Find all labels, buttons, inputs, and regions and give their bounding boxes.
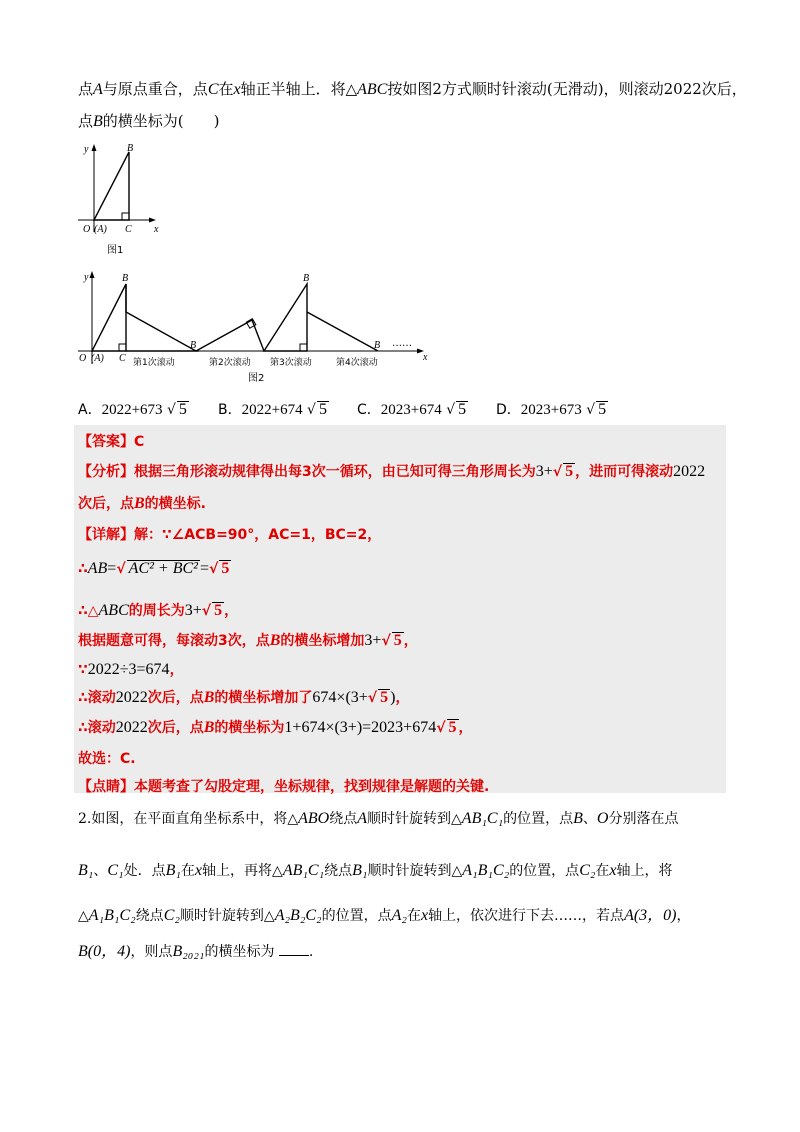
fig2-b-label-1: B xyxy=(122,273,129,284)
fig2-roll-1: 第1次滚动 xyxy=(133,358,175,368)
option-d[interactable]: D．2023+673 √ 5 xyxy=(496,401,607,418)
analysis-line-2: 次后，点B的横坐标. xyxy=(78,495,206,512)
fig1-c-label: C xyxy=(125,224,132,235)
fig2-b-label-2: B xyxy=(190,340,197,351)
fig2-c-label: C xyxy=(119,353,126,364)
step-3: 根据题意可得，每滚动3次，点B的横坐标增加3+√ 5 ， xyxy=(78,632,418,649)
fig2-b-label-4: B xyxy=(374,340,381,351)
fig1-o-label: O xyxy=(83,224,91,235)
fig1-b-label: B xyxy=(127,143,134,154)
figure-2 xyxy=(74,268,434,388)
problem2-line-4: B(0，4)，则点B₂₀₂₁的横坐标为 . xyxy=(78,943,314,960)
step-5: ∴滚动2022次后，点B的横坐标增加了674×(3+√ 5 )， xyxy=(78,689,410,706)
choose-line: 故选：C. xyxy=(78,751,136,767)
problem2-line-3: △A₁B₁C₂绕点C₂顺时针旋转到△A₂B₂C₂的位置，点A₂在x轴上，依次进行下去……，若点A(3，0)， xyxy=(78,907,691,924)
detail-line: 【详解】解：∵∠ACB=90°，AC=1，BC=2， xyxy=(78,527,382,543)
comment-line: 【点睛】本题考查了勾股定理，坐标规律，找到规律是解题的关键. xyxy=(78,779,490,795)
fig2-b-label-3: B xyxy=(303,273,310,284)
figure-1 xyxy=(74,140,164,260)
fig2-roll-4: 第4次滚动 xyxy=(336,358,378,368)
step-2: ∴△ABC的周长为3+√ 5 ， xyxy=(78,602,239,619)
option-c[interactable]: C．2023+674 √ 5 xyxy=(357,401,467,418)
fig2-ellipsis: …… xyxy=(392,338,412,349)
fig2-y-label: y xyxy=(84,272,89,283)
fig2-o-label: O xyxy=(79,353,87,364)
fig1-caption: 图1 xyxy=(107,245,124,256)
fig1-y-label: y xyxy=(84,144,89,155)
step-1: ∴AB=√ AC² + BC² =√ 5 xyxy=(78,560,230,577)
fig2-a-label: (A) xyxy=(91,353,104,364)
problem2-line-2: B₁、C₁处．点B₁在x轴上，再将△AB₁C₁绕点B₁顺时针旋转到△A₁B₁C₂的位置，点C₂在x轴上，将 xyxy=(78,862,673,879)
fig1-a-label: (A) xyxy=(94,224,107,235)
answer-line: 【答案】C xyxy=(78,434,145,450)
fig2-roll-3: 第3次滚动 xyxy=(270,358,312,368)
option-b[interactable]: B．2022+674 √ 5 xyxy=(218,401,327,418)
fig2-roll-2: 第2次滚动 xyxy=(209,358,251,368)
fig1-x-label: x xyxy=(154,224,159,235)
question-line-1: 点A与原点重合，点C在x轴正半轴上．将△ABC按如图2方式顺时针滚动(无滑动)，则滚动2022次后， xyxy=(78,80,747,98)
step-4: ∵2022÷3=674， xyxy=(78,661,184,678)
fig2-x-label: x xyxy=(423,352,428,363)
answer-blank[interactable] xyxy=(279,955,309,956)
problem2-line-1: 2.如图，在平面直角坐标系中，将△ABO绕点A顺时针旋转到△AB₁C₁的位置，点B、O分别落在点 xyxy=(78,810,679,827)
fig2-caption: 图2 xyxy=(248,373,265,384)
analysis-line-1: 【分析】根据三角形滚动规律得出每3次一循环，由已知可得三角形周长为3+√ 5 ，进而可得滚动2022 xyxy=(78,463,706,480)
option-a[interactable]: A．2022+673 √ 5 xyxy=(78,401,187,418)
question-line-2: 点B的横坐标为( ) xyxy=(78,112,220,130)
step-6: ∴滚动2022次后，点B的横坐标为1+674×(3+)=2023+674√ 5 ， xyxy=(78,719,473,736)
